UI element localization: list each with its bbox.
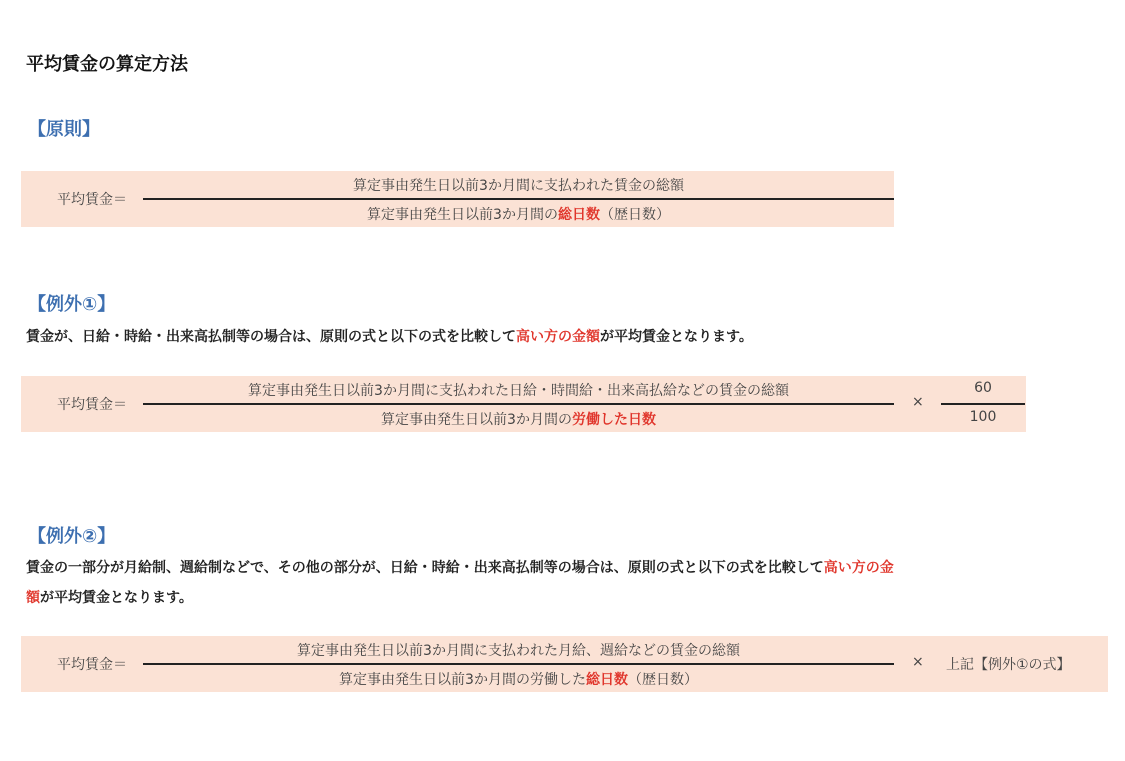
reference-text: 上記【例外①の式】 bbox=[946, 657, 1071, 673]
formula-numerator: 算定事由発生日以前3か月間に支払われた賃金の総額 bbox=[353, 178, 684, 194]
formula-lhs: 平均賃金＝ bbox=[57, 397, 127, 413]
exception1-formula-box bbox=[21, 376, 1026, 432]
formula-numerator: 算定事由発生日以前3か月間に支払われた日給・時間給・出来高払給などの賃金の総額 bbox=[248, 383, 789, 399]
ratio-denominator: 100 bbox=[969, 409, 997, 425]
highlight-text: 総日数 bbox=[557, 207, 600, 223]
exception2-description-line1: 賃金の一部分が月給制、週給制などで、その他の部分が、日給・時給・出来高払制等の場合は、原則の式と以下の式を比較して高い方の金 bbox=[26, 560, 894, 576]
principle-heading: 【原則】 bbox=[28, 119, 100, 140]
times-symbol: × bbox=[912, 394, 924, 410]
fraction-bar bbox=[143, 403, 894, 405]
highlight-text: 労働した日数 bbox=[571, 412, 656, 428]
formula-numerator: 算定事由発生日以前3か月間に支払われた月給、週給などの賃金の総額 bbox=[297, 643, 740, 659]
ratio-numerator: 60 bbox=[974, 380, 992, 396]
highlight-text: 額 bbox=[26, 590, 40, 606]
times-symbol: × bbox=[912, 654, 924, 670]
formula-lhs: 平均賃金＝ bbox=[57, 657, 127, 673]
principle-formula-box bbox=[21, 171, 894, 227]
formula-denominator: 算定事由発生日以前3か月間の労働した総日数（歴日数） bbox=[339, 672, 698, 688]
fraction-bar bbox=[143, 663, 894, 665]
exception2-formula-box bbox=[21, 636, 1108, 692]
highlight-text: 総日数 bbox=[585, 672, 628, 688]
fraction-bar bbox=[143, 198, 894, 200]
ratio-fraction-bar bbox=[941, 403, 1025, 405]
exception2-heading: 【例外②】 bbox=[28, 526, 116, 547]
formula-lhs: 平均賃金＝ bbox=[57, 192, 127, 208]
formula-denominator: 算定事由発生日以前3か月間の労働した日数 bbox=[381, 412, 656, 428]
exception1-heading: 【例外①】 bbox=[28, 294, 116, 315]
formula-denominator: 算定事由発生日以前3か月間の総日数（歴日数） bbox=[367, 207, 670, 223]
highlight-text: 高い方の金額 bbox=[516, 329, 600, 345]
exception2-description-line2: 額が平均賃金となります。 bbox=[26, 590, 193, 606]
highlight-text: 高い方の金 bbox=[823, 560, 894, 576]
page-title: 平均賃金の算定方法 bbox=[26, 54, 188, 75]
exception1-description: 賃金が、日給・時給・出来高払制等の場合は、原則の式と以下の式を比較して高い方の金額が平均賃金となります。 bbox=[26, 329, 753, 345]
